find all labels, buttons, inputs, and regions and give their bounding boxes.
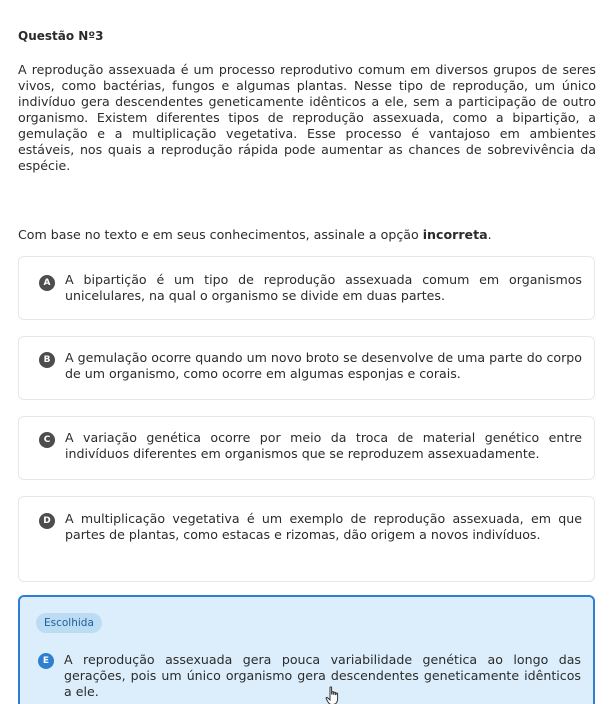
question-title: Questão Nº3 <box>18 29 104 43</box>
question-instruction <box>18 227 492 243</box>
question-statement: A reprodução assexuada é um processo reprodutivo comum em diversos grupos de seres vivos, como bactérias, fungos e algumas plantas. Nesse tipo de reprodução, um único indivíduo gera descendentes geneticamente idênticos a ele, sem a participação de outro organismo. Existem diferentes tipos de reprodução assexuada, como a bipartição, a gemulação e a multiplicação vegetativa. Esse processo é vantajoso em ambientes estáveis, nos quais a reprodução rápida pode aumentar as chances de sobrevivência da espécie. <box>18 62 596 173</box>
option-b[interactable] <box>18 336 595 400</box>
option-letter-c: C <box>39 432 55 448</box>
instruction-suffix: . <box>487 227 492 242</box>
selected-badge: Escolhida <box>36 613 102 633</box>
option-text-c: A variação genética ocorre por meio da troca de material genético entre indivíduos diferentes em organismos que se reproduzem assexuadamente. <box>65 430 582 461</box>
option-letter-b: B <box>39 352 55 368</box>
option-letter-a: A <box>39 275 55 291</box>
option-text-a: A bipartição é um tipo de reprodução assexuada comum em organismos unicelulares, na qual o organismo se divide em duas partes. <box>65 272 582 303</box>
option-letter-d: D <box>39 513 55 529</box>
option-text-e: A reprodução assexuada gera pouca variabilidade genética ao longo das gerações, pois um único organismo gera descendentes geneticamente idênticos a ele. <box>64 652 581 699</box>
option-d[interactable] <box>18 496 595 582</box>
option-text-d: A multiplicação vegetativa é um exemplo de reprodução assexuada, em que partes de plantas, como estacas e rizomas, dão origem a novos indivíduos. <box>65 511 582 542</box>
option-text-b: A gemulação ocorre quando um novo broto se desenvolve de uma parte do corpo de um organismo, como ocorre em algumas esponjas e corais. <box>65 350 582 381</box>
option-a[interactable] <box>18 256 595 320</box>
option-e[interactable] <box>18 595 595 704</box>
option-c[interactable] <box>18 416 595 480</box>
instruction-prefix: Com base no texto e em seus conhecimentos, assinale a opção <box>18 227 423 242</box>
hand-pointer-icon <box>325 686 341 704</box>
instruction-emphasis: incorreta <box>422 227 488 242</box>
option-letter-e: E <box>38 653 54 669</box>
